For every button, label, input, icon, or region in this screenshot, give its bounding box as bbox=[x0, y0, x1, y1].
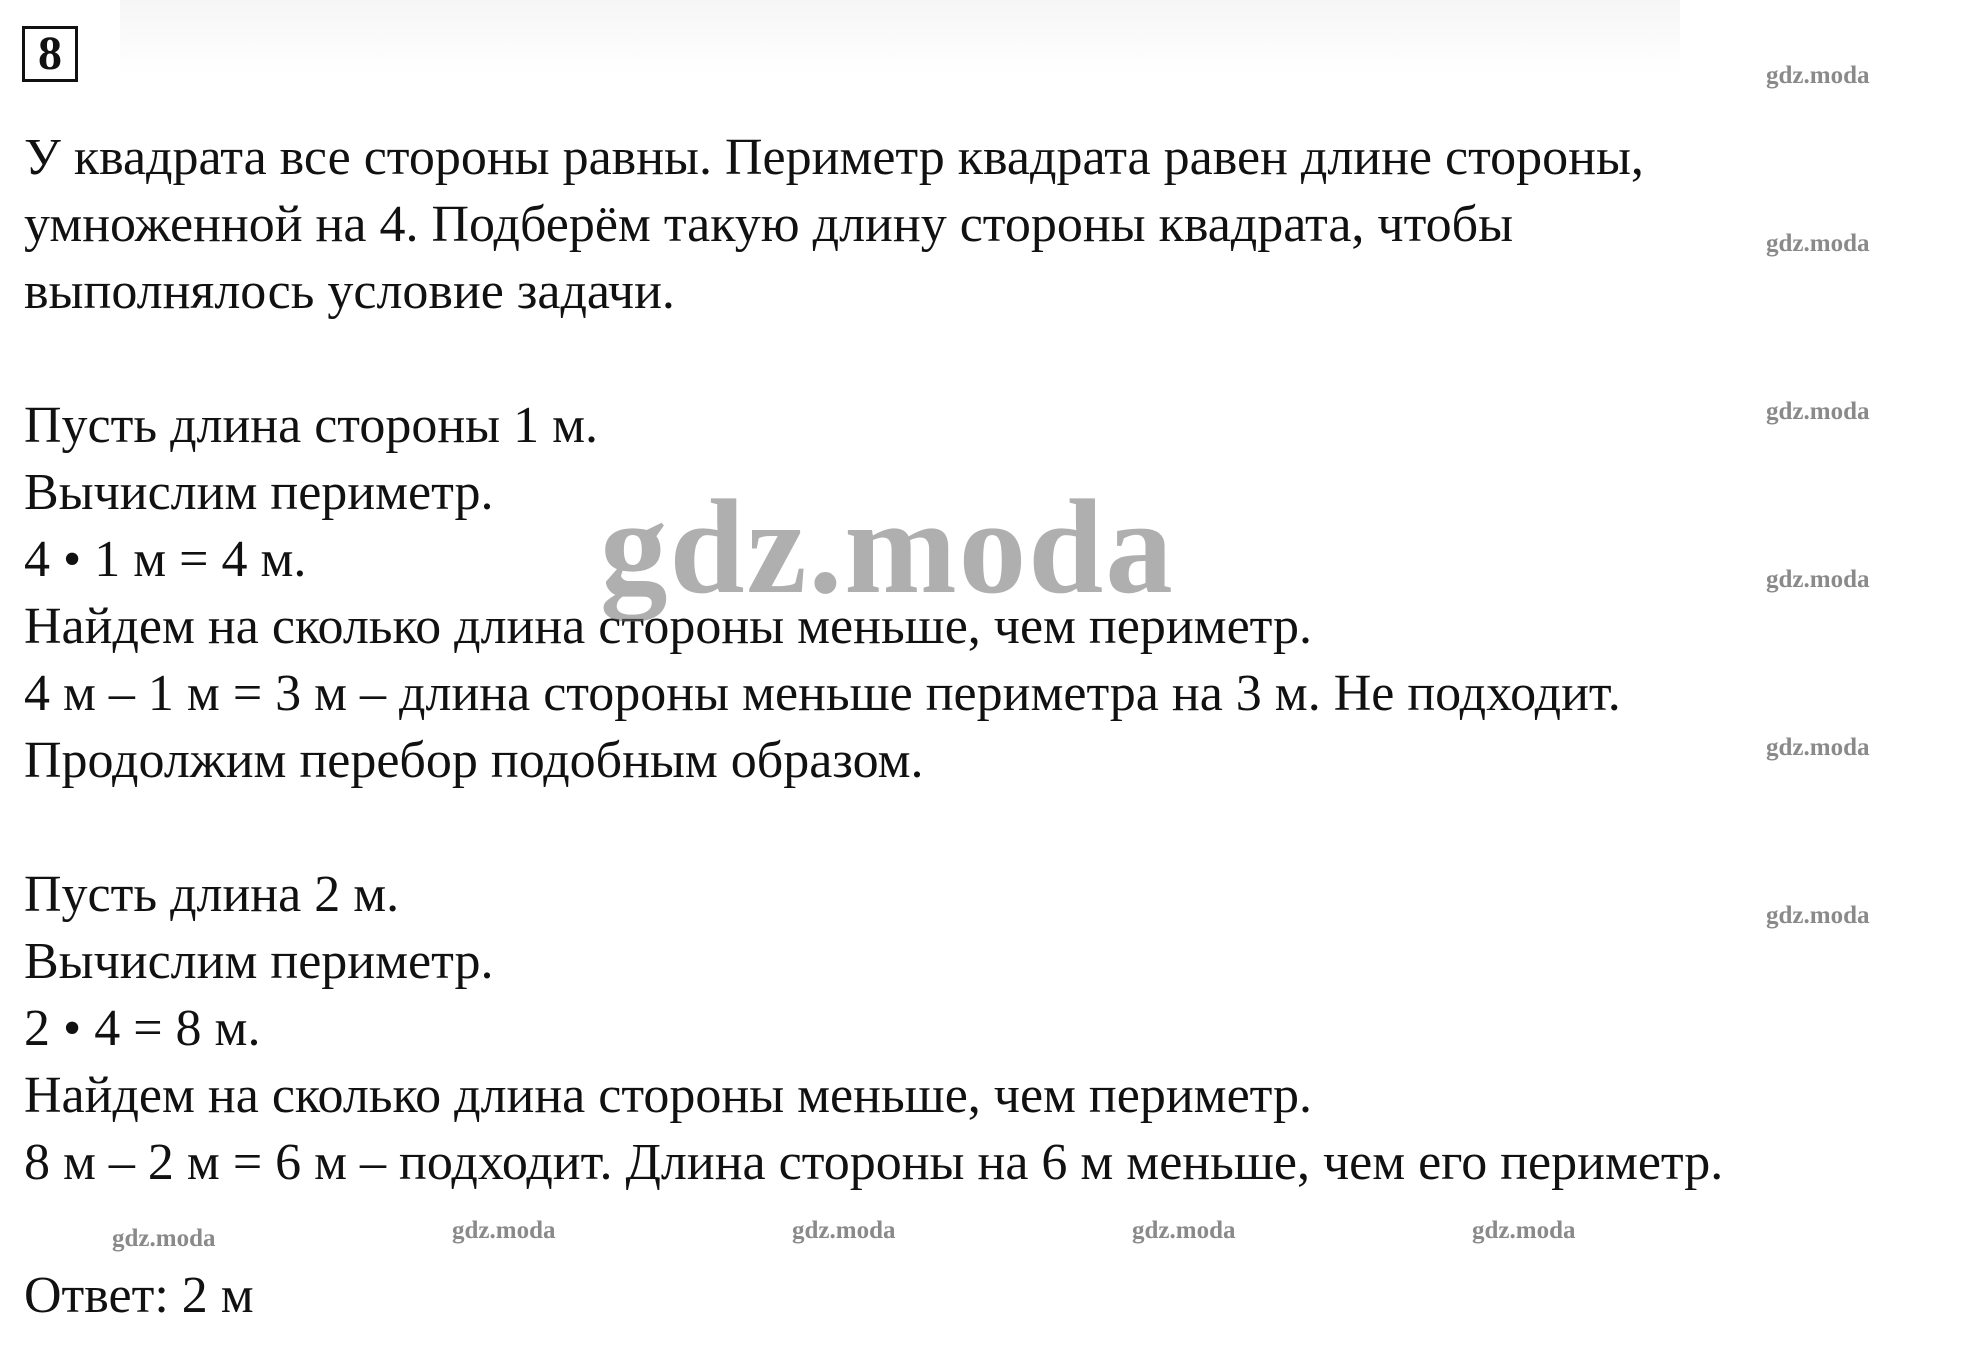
text-line-10: Пусть длина 2 м. bbox=[24, 866, 400, 923]
task-number-box: 8 bbox=[22, 26, 78, 82]
text-line-7: Найдем на сколько длина стороны меньше, чем периметр. bbox=[24, 598, 1313, 655]
text-line-5: Вычислим периметр. bbox=[24, 464, 494, 521]
watermark-bottom-2: gdz.moda bbox=[452, 1217, 556, 1244]
text-line-12: 2 • 4 = 8 м. bbox=[24, 1000, 261, 1057]
text-line-3: выполнялось условие задачи. bbox=[24, 263, 675, 320]
text-line-8: 4 м – 1 м = 3 м – длина стороны меньше периметра на 3 м. Не подходит. bbox=[24, 665, 1621, 722]
faint-background-strip bbox=[120, 0, 1680, 75]
text-line-9: Продолжим перебор подобным образом. bbox=[24, 732, 924, 789]
answer-line: Ответ: 2 м bbox=[24, 1267, 254, 1324]
watermark-right-6: gdz.moda bbox=[1766, 902, 1870, 929]
watermark-right-5: gdz.moda bbox=[1766, 734, 1870, 761]
watermark-bottom-1: gdz.moda bbox=[112, 1225, 216, 1252]
text-line-6: 4 • 1 м = 4 м. bbox=[24, 531, 307, 588]
watermark-right-1: gdz.moda bbox=[1766, 62, 1870, 89]
watermark-right-4: gdz.moda bbox=[1766, 566, 1870, 593]
text-line-11: Вычислим периметр. bbox=[24, 933, 494, 990]
watermark-right-3: gdz.moda bbox=[1766, 398, 1870, 425]
watermark-bottom-3: gdz.moda bbox=[792, 1217, 896, 1244]
watermark-large: gdz.moda bbox=[600, 473, 1175, 622]
text-line-13: Найдем на сколько длина стороны меньше, чем периметр. bbox=[24, 1067, 1313, 1124]
text-line-2: умноженной на 4. Подберём такую длину стороны квадрата, чтобы bbox=[24, 196, 1514, 253]
watermark-bottom-4: gdz.moda bbox=[1132, 1217, 1236, 1244]
text-line-14: 8 м – 2 м = 6 м – подходит. Длина стороны на 6 м меньше, чем его периметр. bbox=[24, 1134, 1724, 1191]
watermark-bottom-5: gdz.moda bbox=[1472, 1217, 1576, 1244]
text-line-4: Пусть длина стороны 1 м. bbox=[24, 397, 599, 454]
watermark-right-2: gdz.moda bbox=[1766, 230, 1870, 257]
text-line-1: У квадрата все стороны равны. Периметр квадрата равен длине стороны, bbox=[24, 129, 1644, 186]
